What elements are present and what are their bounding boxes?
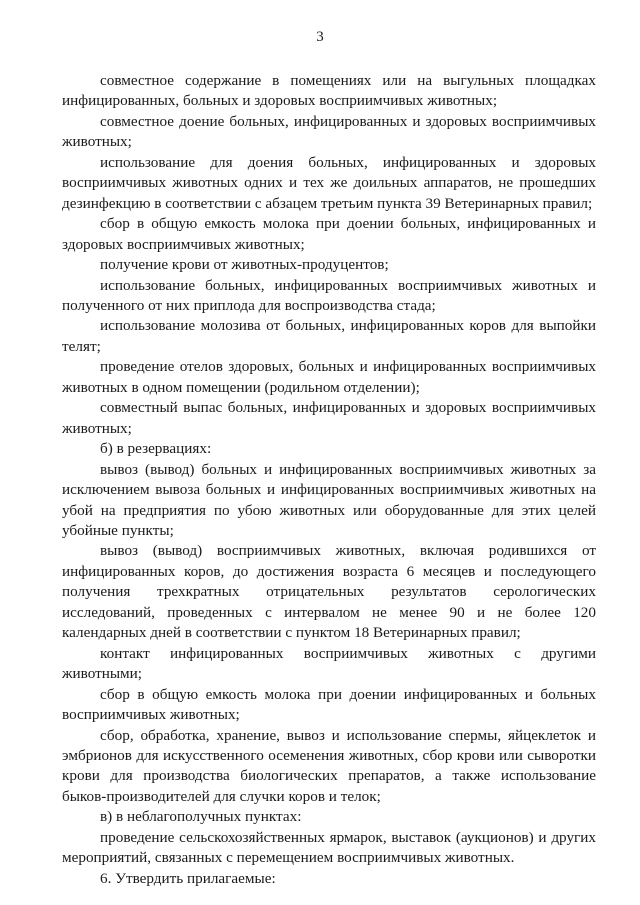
document-body [62, 71, 596, 889]
paragraph-milk-collection: сбор в общую емкость молока при доении больных, инфицированных и здоровых восприимчивых животных; [62, 215, 596, 253]
paragraph-fairs-exhibitions: проведение сельскохозяйственных ярмарок, выставок (аукционов) и других мероприятий, связанных с перемещением восприимчивых животных. [62, 828, 596, 867]
subsection-reservations: б) в резервациях: [100, 440, 212, 458]
page-number: 3 [316, 29, 324, 45]
paragraph-herd-reproduction: использование больных, инфицированных восприимчивых животных и полученного от них приплода для воспроизводства стада; [62, 276, 596, 314]
paragraph-milking-equipment: использование для доения больных, инфицированных и здоровых восприимчивых животных одних и тех же доильных аппаратов, не прошедших дезинфекцию в соответствии с абзацем третьим пункта 39 Ветеринарных правил; [62, 153, 596, 212]
paragraph-removal-young: вывоз (вывод) восприимчивых животных, включая родившихся от инфицированных коров, до достижения возраста 6 месяцев и последующего получения трехкратных отрицательных результатов серологических исследований, проведенных с интервалом не менее 90 и не более 120 календарных дней в соответствии с пунктом 18 Ветеринарных правил; [62, 542, 596, 642]
paragraph-joint-milking: совместное доение больных, инфицированных и здоровых восприимчивых животных; [62, 112, 596, 151]
paragraph-approve: 6. Утвердить прилагаемые: [100, 869, 276, 887]
paragraph-blood-collection: получение крови от животных-продуцентов; [100, 256, 389, 274]
paragraph-milk-collection-reservations: сбор в общую емкость молока при доении инфицированных и больных восприимчивых животных; [62, 685, 596, 724]
paragraph-joint-grazing: совместный выпас больных, инфицированных и здоровых восприимчивых животных; [62, 399, 596, 437]
paragraph-calving: проведение отелов здоровых, больных и инфицированных восприимчивых животных в одном помещении (родильном отделении); [62, 358, 596, 396]
subsection-unfavorable-points: в) в неблагополучных пунктах: [100, 808, 302, 826]
paragraph-colostrum: использование молозива от больных, инфицированных коров для выпойки телят; [62, 317, 596, 355]
paragraph-contact: контакт инфицированных восприимчивых животных с другими животными; [62, 644, 596, 683]
paragraph-removal-sick: вывоз (вывод) больных и инфицированных восприимчивых животных за исключением вывоза больных и инфицированных восприимчивых животных на убой на предприятия по убою животных или оборудованные для этих целей убойные пункты; [62, 460, 596, 539]
paragraph-semen-embryos: сбор, обработка, хранение, вывоз и использование спермы, яйцеклеток и эмбрионов для искусственного осеменения животных, сбор крови или сыворотки крови для производства биологических препаратов, а также использование быков-производителей для случки коров и телок; [62, 726, 596, 805]
paragraph-cohabitation: совместное содержание в помещениях или на выгульных площадках инфицированных, больных и здоровых восприимчивых животных; [62, 72, 596, 110]
